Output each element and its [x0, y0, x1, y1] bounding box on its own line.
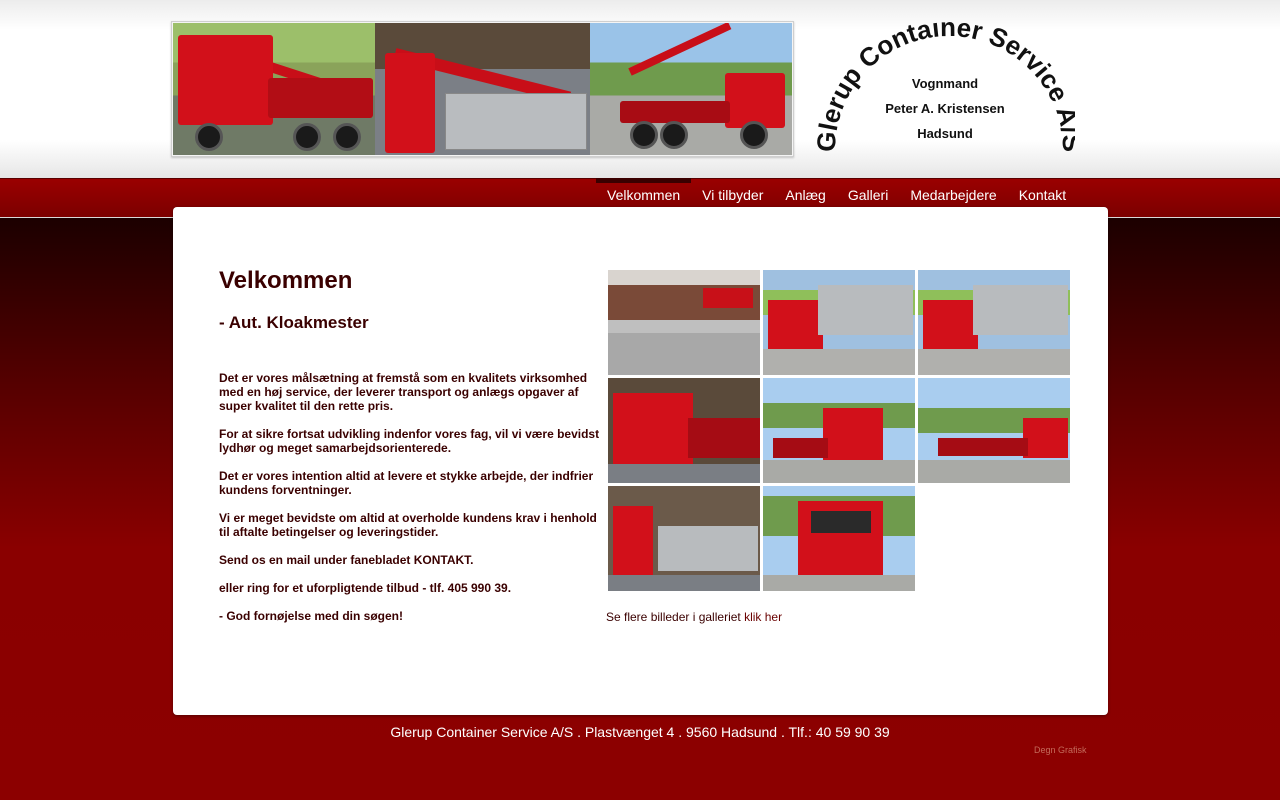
- thumb-windshield: [811, 511, 871, 533]
- nav-item-velkommen[interactable]: Velkommen: [596, 178, 691, 214]
- header-photo-truck-front: [173, 23, 375, 155]
- nav-item-galleri[interactable]: Galleri: [847, 187, 889, 203]
- gallery-thumb-2[interactable]: [763, 270, 915, 375]
- intro-paragraph-6: eller ring for et uforpligtende tilbud - tlf. 405 990 39.: [219, 581, 512, 595]
- intro-paragraph-1: Det er vores målsætning at fremstå som en kvalitets virksomhed med en høj service, der leverer transport og anlægs opgaver af super kvalitet til den rette pris.: [219, 371, 588, 413]
- intro-paragraph-3: Det er vores intention altid at levere et stykke arbejde, der indfrier kundens forventninger.: [219, 469, 594, 497]
- logo-arc-text: lerup Container Service: [815, 22, 1075, 134]
- truck-cab: [178, 35, 273, 125]
- nav-item-kontakt[interactable]: Kontakt: [1018, 187, 1067, 203]
- nav-item-medarbejdere[interactable]: Medarbejdere: [910, 187, 997, 203]
- crane-arm: [628, 23, 731, 76]
- truck-wheel: [740, 121, 768, 149]
- logo-line-owner: Peter A. Kristensen: [885, 101, 1005, 116]
- thumb-truck: [703, 288, 753, 308]
- truck-wheel: [293, 123, 321, 151]
- thumb-container: [973, 285, 1068, 335]
- container: [445, 93, 587, 150]
- gallery-thumb-4[interactable]: [608, 378, 760, 483]
- thumb-ground: [608, 333, 760, 375]
- designer-credit-link[interactable]: Degn Grafisk: [1034, 745, 1087, 755]
- gallery-thumb-7[interactable]: [608, 486, 760, 591]
- thumb-ground: [763, 575, 915, 591]
- logo-line-vognmand: Vognmand: [911, 76, 979, 91]
- thumb-ground: [763, 460, 915, 483]
- truck-body: [268, 78, 373, 118]
- gallery-thumb-8[interactable]: [763, 486, 915, 591]
- truck-wheel: [630, 121, 658, 149]
- thumb-ground: [918, 349, 1070, 375]
- header-photo-crane-container: [375, 23, 590, 155]
- truck-cab: [385, 53, 435, 153]
- truck-wheel: [195, 123, 223, 151]
- gallery-thumb-6[interactable]: [918, 378, 1070, 483]
- page-subtitle: - Aut. Kloakmester: [219, 313, 369, 332]
- thumb-truck-cab: [768, 300, 823, 355]
- thumb-truck-cab: [1023, 418, 1068, 458]
- footer-address: Glerup Container Service A/S . Plastvænget 4 . 9560 Hadsund . Tlf.: 40 59 90 39: [390, 724, 890, 740]
- truck-body: [620, 101, 730, 123]
- thumb-truck-cab: [923, 300, 978, 355]
- gallery-thumb-5[interactable]: [763, 378, 915, 483]
- intro-paragraph-7: - God fornøjelse med din søgen!: [219, 609, 404, 623]
- thumb-ground: [763, 349, 915, 375]
- truck-wheel: [333, 123, 361, 151]
- truck-wheel: [660, 121, 688, 149]
- thumb-ground: [608, 575, 760, 591]
- thumb-truck-cab: [823, 408, 883, 463]
- gallery-link[interactable]: klik her: [744, 610, 783, 624]
- gallery-caption-text: Se flere billeder i galleriet: [606, 610, 741, 624]
- nav-item-vi-tilbyder[interactable]: Vi tilbyder: [702, 187, 764, 203]
- page-title: Velkommen: [219, 267, 353, 294]
- thumb-truck-body: [938, 438, 1028, 456]
- truck-cab: [725, 73, 785, 128]
- thumb-truck-body: [688, 418, 760, 458]
- thumb-truck-body: [773, 438, 828, 458]
- intro-paragraph-2: For at sikre fortsat udvikling indenfor vores fag, vil vi være bevidst lydhør og meget samarbejdsorienterede.: [219, 427, 600, 455]
- header-photo-strip: [171, 21, 794, 157]
- thumb-ground: [608, 464, 760, 483]
- intro-paragraph-4: Vi er meget bevidste om altid at overholde kundens krav i henhold til aftalte betingelser og leveringstider.: [219, 511, 597, 539]
- gallery-thumb-3[interactable]: [918, 270, 1070, 375]
- thumb-container: [658, 526, 758, 571]
- gallery-caption: [606, 610, 782, 624]
- gallery-thumb-1[interactable]: [608, 270, 760, 375]
- header-photo-truck-side: [590, 23, 792, 155]
- nav-item-anlaeg[interactable]: Anlæg: [785, 187, 826, 203]
- thumb-ground: [918, 460, 1070, 483]
- logo-line-city: Hadsund: [917, 126, 973, 141]
- intro-paragraph-5: Send os en mail under fanebladet KONTAKT.: [219, 553, 474, 567]
- thumb-container: [818, 285, 913, 335]
- company-logo[interactable]: [815, 22, 1075, 157]
